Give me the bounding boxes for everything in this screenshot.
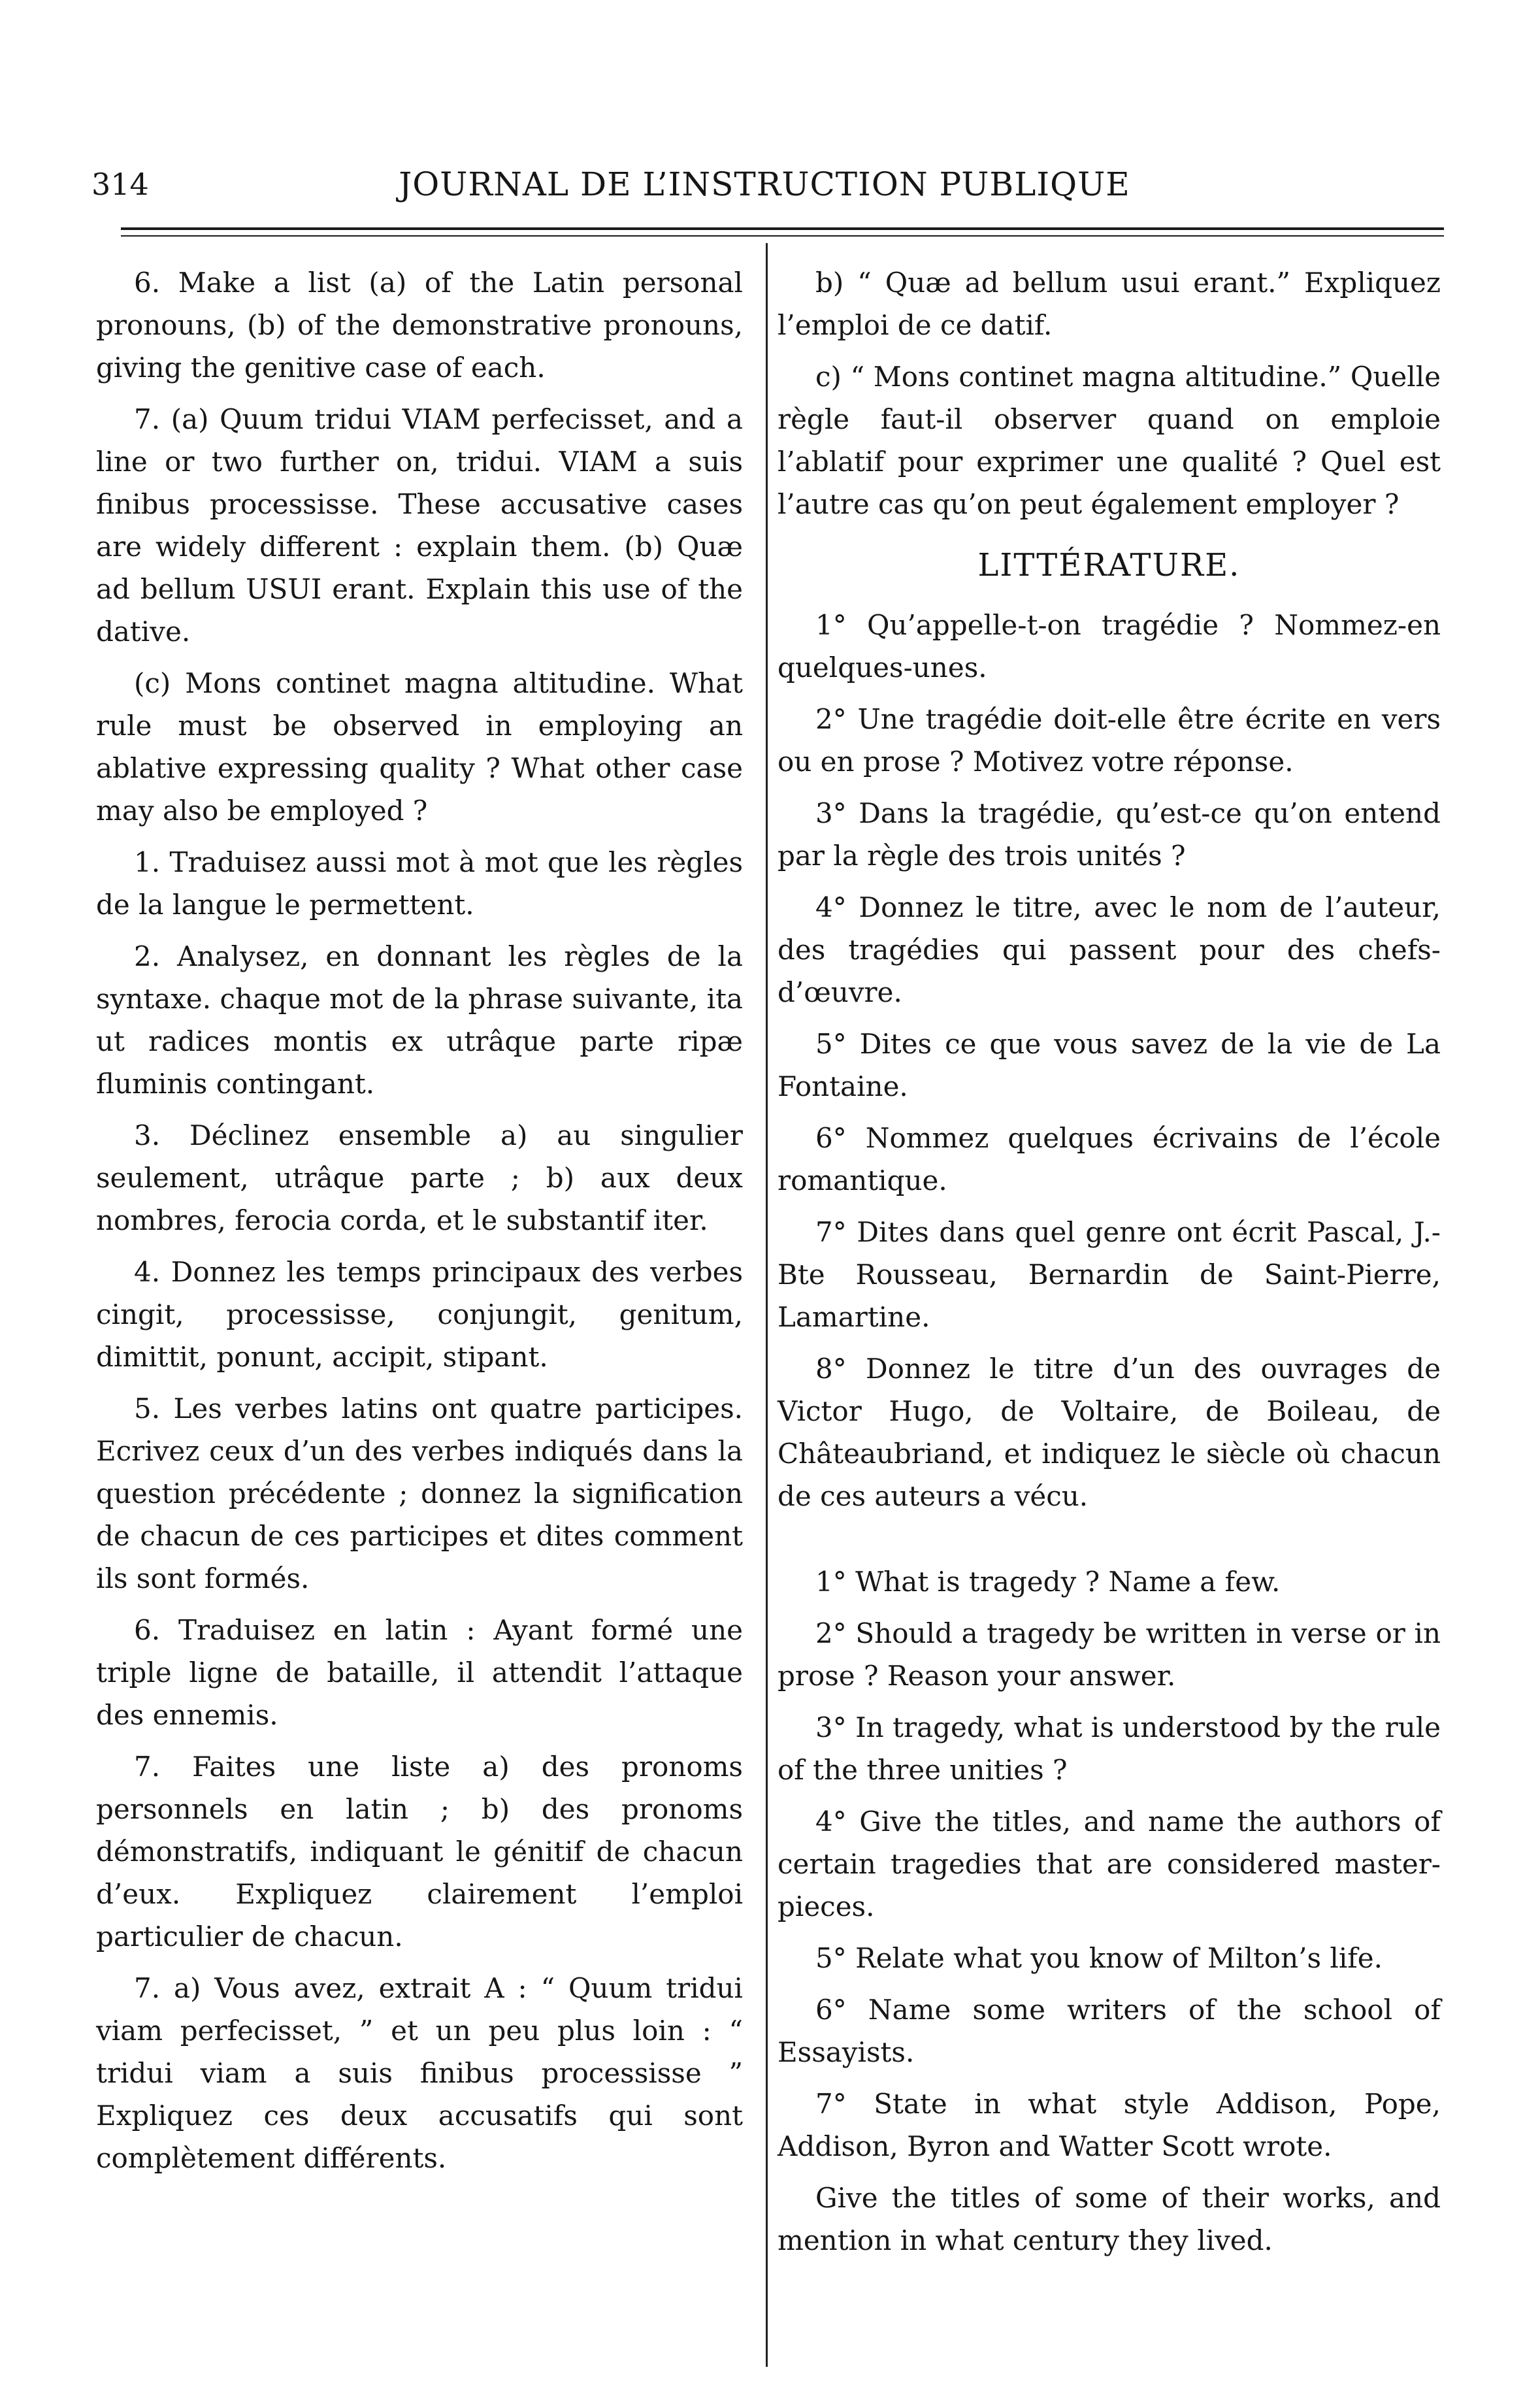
english-question: Give the titles of some of their works, and mention in what century they lived.: [778, 2182, 1441, 2256]
french-question: 4° Donnez le titre, avec le nom de l’auteur, des tragédies qui passent pour des chefs-d’œuvre.: [778, 891, 1441, 1008]
french-question: 8° Donnez le titre d’un des ouvrages de Victor Hugo, de Voltaire, de Boileau, de Châteaubriand, et indiquez le siècle où chacun de ces auteurs a vécu.: [778, 1353, 1441, 1512]
english-question: 1° What is tragedy ? Name a few.: [815, 1566, 1281, 1598]
page-number: 314: [91, 167, 149, 202]
question-paragraph: 4. Donnez les temps principaux des verbes cingit, processisse, conjungit, genitum, dimittit, ponunt, accipit, stipant.: [96, 1256, 743, 1373]
question-paragraph: 7. a) Vous avez, extrait A : “ Quum tridui viam perfecisset, ” et un peu plus loin : “ tridui viam a suis finibus processisse ” Expliquez ces deux accusatifs qui sont complètement différents.: [96, 1972, 743, 2174]
header-rule-thick: [121, 227, 1444, 230]
english-question: 2° Should a tragedy be written in verse or in prose ? Reason your answer.: [778, 1617, 1441, 1692]
question-paragraph: 2. Analysez, en donnant les règles de la syntaxe. chaque mot de la phrase suivante, ita ut radices montis ex utrâque parte ripæ fluminis contingant.: [96, 940, 743, 1100]
english-question: 4° Give the titles, and name the authors of certain tragedies that are considered master-pieces.: [778, 1806, 1441, 1922]
french-question: 6° Nommez quelques écrivains de l’école romantique.: [778, 1122, 1441, 1196]
running-title: JOURNAL DE L’INSTRUCTION PUBLIQUE: [399, 165, 1130, 203]
right-column: [778, 261, 1441, 2271]
french-question: 5° Dites ce que vous savez de la vie de La Fontaine.: [778, 1028, 1441, 1102]
french-question: 7° Dites dans quel genre ont écrit Pascal, J.-Bte Rousseau, Bernardin de Saint-Pierre, Lamartine.: [778, 1216, 1441, 1333]
question-paragraph: 1. Traduisez aussi mot à mot que les règles de la langue le permettent.: [96, 846, 743, 921]
question-paragraph: 6. Traduisez en latin : Ayant formé une triple ligne de bataille, il attendit l’attaque des ennemis.: [96, 1614, 743, 1731]
left-column: [96, 261, 743, 2188]
question-paragraph: 7. Faites une liste a) des pronoms personnels en latin ; b) des pronoms démonstratifs, indiquant le génitif de chacun d’eux. Expliquez clairement l’emploi particulier de chacun.: [96, 1751, 743, 1953]
question-paragraph: (c) Mons continet magna altitudine. What rule must be observed in employing an ablative expressing quality ? What other case may also be employed ?: [96, 667, 743, 827]
column-divider: [766, 243, 768, 2367]
question-paragraph: c) “ Mons continet magna altitudine.” Quelle règle faut-il observer quand on emploie l’ablatif pour exprimer une qualité ? Quel est l’autre cas qu’on peut également employer ?: [778, 361, 1441, 520]
english-question: 5° Relate what you know of Milton’s life.: [815, 1942, 1383, 1974]
french-question: 2° Une tragédie doit-elle être écrite en vers ou en prose ? Motivez votre réponse.: [778, 703, 1441, 778]
english-question: 7° State in what style Addison, Pope, Addison, Byron and Watter Scott wrote.: [778, 2088, 1441, 2162]
question-paragraph: 6. Make a list (a) of the Latin personal pronouns, (b) of the demonstrative pronouns, giving the genitive case of each.: [96, 267, 743, 384]
english-question: 3° In tragedy, what is understood by the rule of the three unities ?: [778, 1711, 1441, 1786]
question-paragraph: 5. Les verbes latins ont quatre participes. Ecrivez ceux d’un des verbes indiqués dans la question précédente ; donnez la signification de chacun de ces participes et dites comment ils sont formés.: [96, 1393, 743, 1594]
french-question: 1° Qu’appelle-t-on tragédie ? Nommez-en quelques-unes.: [778, 609, 1441, 684]
page-header: [91, 165, 1437, 217]
question-paragraph: 3. Déclinez ensemble a) au singulier seulement, utrâque parte ; b) aux deux nombres, ferocia corda, et le substantif iter.: [96, 1119, 743, 1236]
french-question: 3° Dans la tragédie, qu’est-ce qu’on entend par la règle des trois unités ?: [778, 797, 1441, 872]
section-heading: LITTÉRATURE.: [977, 547, 1241, 584]
header-rule-thin: [121, 235, 1444, 237]
question-paragraph: 7. (a) Quum tridui VIAM perfecisset, and a line or two further on, tridui. VIAM a suis finibus processisse. These accusative cases are widely different : explain them. (b) Quæ ad bellum USUI erant. Explain this use of the dative.: [96, 403, 743, 648]
question-paragraph: b) “ Quæ ad bellum usui erant.” Expliquez l’emploi de ce datif.: [778, 267, 1441, 341]
section-spacer: [778, 1526, 1441, 1560]
english-question: 6° Name some writers of the school of Essayists.: [778, 1994, 1441, 2068]
